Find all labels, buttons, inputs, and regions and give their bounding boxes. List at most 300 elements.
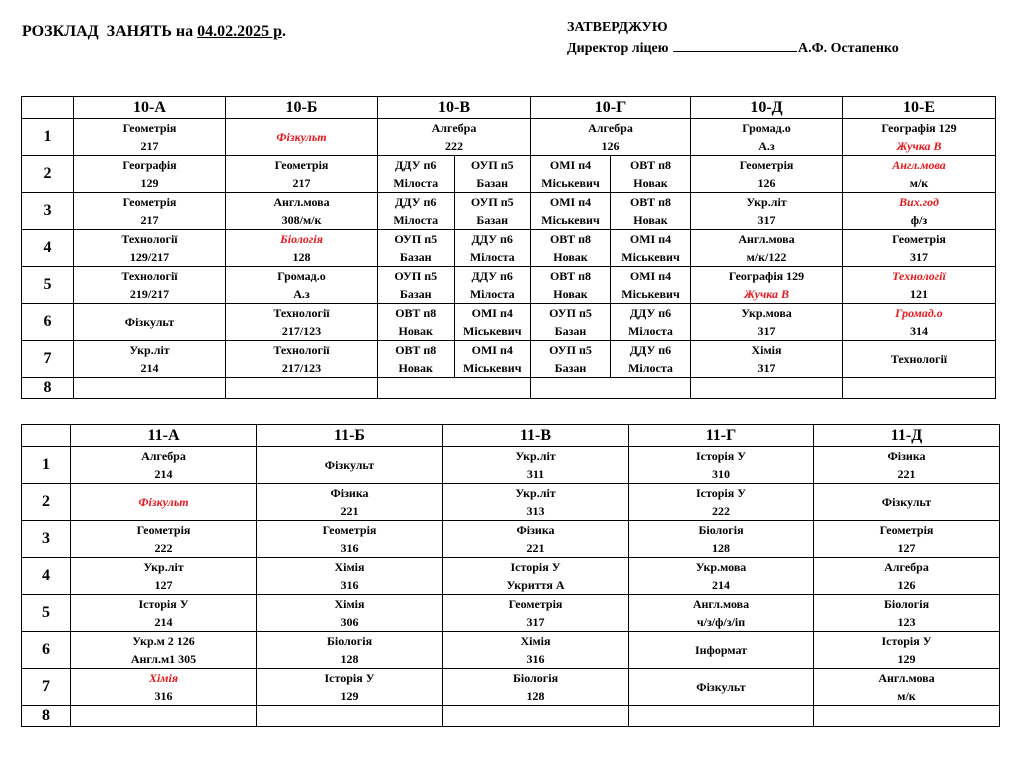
lesson-line: Укриття А	[506, 578, 565, 592]
lesson-number: 1	[22, 119, 74, 156]
lesson-number: 3	[22, 521, 71, 558]
lesson-line: ОВТ п8	[629, 195, 672, 209]
lesson-cell	[71, 484, 257, 521]
lesson-cell	[629, 484, 814, 521]
lesson-line: Фізика	[887, 449, 926, 463]
lesson-cell	[443, 595, 629, 632]
class-column-header: 10-В	[378, 97, 531, 119]
split-lesson-cell	[378, 193, 530, 229]
lesson-line: Англ.мова	[273, 195, 330, 209]
subgroup-lesson	[455, 156, 531, 192]
lesson-row	[22, 706, 1000, 727]
subgroup-lesson	[611, 304, 690, 340]
lesson-line: Інформат	[694, 643, 748, 657]
split-lesson-cell	[378, 341, 530, 377]
lesson-row	[22, 378, 996, 399]
lesson-line: 308/м/к	[281, 213, 322, 227]
lesson-line: 129	[340, 689, 359, 703]
lesson-row	[22, 193, 996, 230]
lesson-cell	[74, 230, 226, 267]
lesson-cell	[814, 447, 1000, 484]
lesson-cell	[843, 378, 996, 399]
lesson-cell	[814, 595, 1000, 632]
subgroup-lesson	[455, 341, 531, 377]
lesson-cell	[629, 595, 814, 632]
lesson-cell	[378, 378, 531, 399]
lesson-line: Технології	[890, 352, 948, 366]
approval-title: ЗАТВЕРДЖУЮ	[567, 20, 668, 35]
lesson-line: ОУП п5	[549, 343, 592, 357]
lesson-number: 2	[22, 484, 71, 521]
header-row	[22, 97, 996, 119]
lesson-line: 317	[910, 250, 928, 264]
lesson-line: 128	[292, 250, 311, 264]
lesson-line: 214	[154, 615, 173, 629]
lesson-line: Мілоста	[393, 176, 439, 190]
lesson-line: Технології	[273, 343, 330, 357]
split-lesson-cell	[378, 267, 530, 303]
lesson-cell	[691, 267, 843, 304]
lesson-line: ДДУ п6	[629, 343, 672, 357]
approval-role: Директор ліцею	[567, 41, 672, 56]
lesson-row	[22, 484, 1000, 521]
lesson-line: Фізика	[330, 486, 369, 500]
lesson-line: 126	[757, 176, 776, 190]
lesson-line: ОМІ п4	[549, 195, 592, 209]
lesson-line: Історія У	[324, 671, 375, 685]
lesson-cell	[226, 341, 378, 378]
schedule-date: 04.02.2025 р	[197, 23, 283, 40]
subgroup-lesson	[455, 267, 531, 303]
lesson-line: Громад.о	[895, 306, 943, 320]
subgroup-lesson	[378, 230, 455, 266]
lesson-cell	[443, 669, 629, 706]
lesson-cell	[843, 341, 996, 378]
lesson-cell	[843, 193, 996, 230]
lesson-line: 128	[712, 541, 730, 555]
title-prefix: РОЗКЛАД ЗАНЯТЬ на	[22, 23, 198, 40]
approval-name: А.Ф. Остапенко	[797, 41, 899, 56]
lesson-cell	[443, 447, 629, 484]
lesson-cell	[531, 267, 691, 304]
lesson-line: ОУП п5	[549, 306, 592, 320]
lesson-line: 310	[712, 467, 730, 481]
lesson-cell	[226, 378, 378, 399]
lesson-line: Жучка В	[743, 287, 790, 301]
lesson-line: Англ.мова	[738, 232, 795, 246]
lesson-cell	[71, 447, 257, 484]
lesson-line: 127	[897, 541, 916, 555]
split-lesson-cell	[531, 267, 690, 303]
lesson-line: 217	[140, 213, 159, 227]
approval-signature-line	[567, 38, 899, 59]
lesson-row	[22, 156, 996, 193]
lesson-line: м/к	[897, 689, 916, 703]
lesson-line: Жучка В	[896, 139, 942, 153]
lesson-line: Фізкульт	[276, 130, 327, 144]
lesson-cell	[691, 341, 843, 378]
subgroup-lesson	[531, 193, 611, 229]
lesson-number: 6	[22, 632, 71, 669]
lesson-row	[22, 119, 996, 156]
lesson-cell	[71, 632, 257, 669]
lesson-line: Укр.літ	[143, 560, 184, 574]
lesson-number: 3	[22, 193, 74, 230]
lesson-line: Фізкульт	[124, 315, 175, 329]
lesson-line: 221	[340, 504, 359, 518]
lesson-line: Новак	[553, 287, 588, 301]
lesson-row	[22, 669, 1000, 706]
lesson-line: Історія У	[881, 634, 932, 648]
lesson-number: 4	[22, 230, 74, 267]
subgroup-lesson	[455, 230, 531, 266]
lesson-line: 214	[712, 578, 730, 592]
lesson-line: ОВТ п8	[629, 158, 672, 172]
split-lesson-cell	[531, 341, 690, 377]
lesson-line: ОМІ п4	[471, 306, 513, 320]
subgroup-lesson	[531, 230, 611, 266]
lesson-cell	[843, 119, 996, 156]
lesson-line: ОВТ п8	[395, 343, 437, 357]
lesson-line: 222	[154, 541, 173, 555]
lesson-line: Географія	[122, 158, 177, 172]
lesson-line: Геометрія	[879, 523, 934, 537]
lesson-line: Громад.о	[277, 269, 326, 283]
lesson-line: ОУП п5	[470, 158, 514, 172]
subgroup-lesson	[378, 156, 455, 192]
class-column-header: 11-Д	[814, 425, 1000, 447]
subgroup-lesson	[378, 304, 455, 340]
lesson-line: 123	[897, 615, 916, 629]
lesson-line: Геометрія	[322, 523, 377, 537]
lesson-cell	[74, 304, 226, 341]
lesson-line: 217/123	[281, 361, 322, 375]
lesson-cell	[74, 119, 226, 156]
lesson-cell	[814, 632, 1000, 669]
lesson-cell	[226, 304, 378, 341]
lesson-line: 317	[757, 213, 776, 227]
class-column-header: 10-Д	[691, 97, 843, 119]
corner-cell	[22, 425, 71, 447]
lesson-line: Хімія	[148, 671, 179, 685]
subgroup-lesson	[455, 193, 531, 229]
lesson-line: Геометрія	[274, 158, 329, 172]
lesson-line: 219/217	[129, 287, 170, 301]
lesson-cell	[226, 193, 378, 230]
schedule-table-grade-10	[21, 96, 996, 399]
lesson-line: Біологія	[326, 634, 373, 648]
lesson-line: 129	[897, 652, 916, 666]
lesson-line: Хімія	[334, 560, 365, 574]
subgroup-lesson	[531, 341, 611, 377]
lesson-line: м/к	[909, 176, 929, 190]
lesson-line: Мілоста	[628, 324, 673, 338]
split-lesson-cell	[531, 193, 690, 229]
split-lesson-cell	[378, 304, 530, 340]
lesson-cell	[691, 119, 843, 156]
lesson-line: Міськевич	[541, 176, 600, 190]
lesson-cell	[257, 595, 443, 632]
lesson-line: 129	[140, 176, 159, 190]
lesson-line: Міськевич	[621, 250, 680, 264]
lesson-line: Міськевич	[541, 213, 600, 227]
subgroup-lesson	[378, 341, 455, 377]
lesson-line: Новак	[633, 213, 668, 227]
lesson-cell	[257, 669, 443, 706]
lesson-line: 222	[445, 139, 463, 153]
lesson-cell	[443, 558, 629, 595]
lesson-line: Біологія	[280, 232, 323, 246]
subgroup-lesson	[378, 193, 455, 229]
class-column-header: 11-А	[71, 425, 257, 447]
lesson-line: 317	[757, 324, 776, 338]
lesson-cell	[74, 193, 226, 230]
lesson-number: 8	[22, 378, 74, 399]
lesson-line: ф/з	[910, 213, 928, 227]
lesson-cell	[691, 156, 843, 193]
lesson-number: 1	[22, 447, 71, 484]
lesson-line: Алгебра	[141, 449, 186, 463]
lesson-cell	[531, 378, 691, 399]
lesson-line: А.з	[293, 287, 310, 301]
lesson-line: 126	[897, 578, 916, 592]
split-lesson-cell	[531, 230, 690, 266]
lesson-line: Міськевич	[463, 361, 522, 375]
lesson-row	[22, 558, 1000, 595]
split-lesson-cell	[378, 156, 530, 192]
lesson-cell	[629, 521, 814, 558]
lesson-line: ОВТ п8	[395, 306, 437, 320]
lesson-cell	[843, 267, 996, 304]
lesson-line: ОМІ п4	[549, 158, 592, 172]
lesson-line: м/к/122	[746, 250, 787, 264]
class-column-header: 10-Г	[531, 97, 691, 119]
lesson-line: Географія 129	[728, 269, 805, 283]
lesson-line: Алгебра	[884, 560, 929, 574]
lesson-cell	[257, 447, 443, 484]
lesson-line: ДДУ п6	[629, 306, 672, 320]
subgroup-lesson	[455, 304, 531, 340]
lesson-line: 217	[140, 139, 159, 153]
lesson-line: ОМІ п4	[629, 269, 672, 283]
lesson-line: Базан	[476, 213, 509, 227]
class-column-header: 11-Б	[257, 425, 443, 447]
lesson-cell	[74, 156, 226, 193]
lesson-line: ОВТ п8	[549, 269, 592, 283]
lesson-cell	[74, 378, 226, 399]
lesson-line: Біологія	[698, 523, 744, 537]
lesson-row	[22, 341, 996, 378]
lesson-line: 222	[712, 504, 730, 518]
lesson-line: Базан	[399, 250, 432, 264]
class-column-header: 10-Б	[226, 97, 378, 119]
lesson-number: 4	[22, 558, 71, 595]
lesson-cell	[226, 119, 378, 156]
lesson-cell	[443, 706, 629, 727]
lesson-line: 317	[526, 615, 545, 629]
lesson-row	[22, 230, 996, 267]
lesson-line: Базан	[399, 287, 432, 301]
lesson-line: Новак	[398, 361, 433, 375]
lesson-cell	[257, 706, 443, 727]
lesson-line: Укр.літ	[515, 486, 556, 500]
lesson-cell	[531, 156, 691, 193]
page-title	[22, 23, 286, 41]
lesson-line: А.з	[758, 139, 775, 153]
lesson-line: Історія У	[695, 486, 747, 500]
lesson-cell	[814, 521, 1000, 558]
lesson-line: 306	[340, 615, 359, 629]
lesson-cell	[226, 267, 378, 304]
lesson-line: Історія У	[138, 597, 189, 611]
lesson-cell	[257, 484, 443, 521]
lesson-line: Мілоста	[469, 250, 515, 264]
lesson-cell	[378, 119, 531, 156]
schedule-table-grade-11	[21, 424, 1000, 727]
lesson-line: ОВТ п8	[549, 232, 592, 246]
lesson-line: 316	[340, 578, 359, 592]
lesson-cell	[531, 341, 691, 378]
lesson-line: 311	[526, 467, 545, 481]
class-column-header: 10-Е	[843, 97, 996, 119]
lesson-cell	[443, 632, 629, 669]
lesson-line: Англ.м1 305	[130, 652, 197, 666]
lesson-cell	[843, 156, 996, 193]
lesson-line: Технології	[121, 232, 178, 246]
lesson-cell	[691, 378, 843, 399]
lesson-line: Біологія	[512, 671, 559, 685]
lesson-cell	[443, 521, 629, 558]
class-column-header: 11-Г	[629, 425, 814, 447]
lesson-line: 128	[526, 689, 545, 703]
lesson-line: Геометрія	[136, 523, 191, 537]
subgroup-lesson	[611, 341, 690, 377]
lesson-line: Укр.літ	[746, 195, 787, 209]
lesson-line: Укр.мова	[741, 306, 792, 320]
lesson-cell	[378, 267, 531, 304]
lesson-cell	[814, 558, 1000, 595]
lesson-line: Фізкульт	[696, 680, 746, 694]
lesson-line: 317	[757, 361, 776, 375]
lesson-line: Історія У	[695, 449, 747, 463]
subgroup-lesson	[611, 230, 690, 266]
subgroup-lesson	[611, 267, 690, 303]
lesson-line: Базан	[476, 176, 509, 190]
split-lesson-cell	[531, 304, 690, 340]
lesson-line: Англ.мова	[878, 671, 935, 685]
lesson-line: Геометрія	[122, 121, 177, 135]
lesson-line: 316	[154, 689, 173, 703]
lesson-line: 314	[910, 324, 928, 338]
lesson-line: 128	[340, 652, 359, 666]
lesson-line: 221	[897, 467, 916, 481]
lesson-line: Мілоста	[469, 287, 515, 301]
lesson-line: 217	[292, 176, 311, 190]
lesson-line: 214	[140, 361, 159, 375]
subgroup-lesson	[611, 156, 690, 192]
lesson-line: ДДУ п6	[395, 195, 437, 209]
lesson-cell	[814, 484, 1000, 521]
lesson-line: Фізика	[516, 523, 555, 537]
lesson-cell	[443, 484, 629, 521]
lesson-line: Хімія	[520, 634, 551, 648]
lesson-line: Мілоста	[628, 361, 673, 375]
lesson-line: Укр.літ	[129, 343, 170, 357]
lesson-row	[22, 447, 1000, 484]
lesson-cell	[691, 304, 843, 341]
lesson-line: Громад.о	[742, 121, 791, 135]
lesson-line: 313	[526, 504, 545, 518]
lesson-line: Міськевич	[463, 324, 522, 338]
lesson-line: Геометрія	[508, 597, 563, 611]
lesson-line: Географія 129	[881, 121, 957, 135]
lesson-line: 127	[154, 578, 173, 592]
lesson-line: ОУП п5	[394, 232, 438, 246]
lesson-line: Технології	[892, 269, 946, 283]
lesson-line: Мілоста	[393, 213, 439, 227]
lesson-line: Алгебра	[588, 121, 633, 135]
lesson-number: 6	[22, 304, 74, 341]
approval-block	[567, 17, 899, 59]
lesson-line: Технології	[273, 306, 330, 320]
subgroup-lesson	[531, 267, 611, 303]
lesson-cell	[814, 706, 1000, 727]
lesson-row	[22, 521, 1000, 558]
lesson-number: 8	[22, 706, 71, 727]
lesson-line: Укр.мова	[695, 560, 747, 574]
subgroup-lesson	[611, 193, 690, 229]
lesson-cell	[378, 156, 531, 193]
lesson-row	[22, 595, 1000, 632]
lesson-line: Історія У	[510, 560, 561, 574]
lesson-line: Вих.год	[899, 195, 939, 209]
lesson-line: Фізкульт	[138, 495, 189, 509]
lesson-cell	[257, 632, 443, 669]
lesson-line: Англ.мова	[892, 158, 946, 172]
lesson-cell	[71, 706, 257, 727]
lesson-line: Новак	[633, 176, 668, 190]
lesson-line: Біологія	[883, 597, 930, 611]
lesson-line: ч/з/ф/з/іп	[696, 615, 746, 629]
lesson-cell	[226, 230, 378, 267]
lesson-line: Базан	[554, 361, 587, 375]
lesson-cell	[378, 193, 531, 230]
lesson-cell	[691, 193, 843, 230]
lesson-line: Укр.літ	[515, 449, 556, 463]
lesson-line: ДДУ п6	[395, 158, 437, 172]
lesson-line: 221	[526, 541, 545, 555]
subgroup-lesson	[378, 267, 455, 303]
signature-underline	[673, 38, 797, 52]
lesson-line: 121	[910, 287, 928, 301]
lesson-line: Геометрія	[739, 158, 794, 172]
lesson-line: Геометрія	[122, 195, 177, 209]
lesson-line: Хімія	[334, 597, 365, 611]
lesson-row	[22, 632, 1000, 669]
lesson-cell	[71, 595, 257, 632]
split-lesson-cell	[531, 156, 690, 192]
lesson-number: 7	[22, 669, 71, 706]
subgroup-lesson	[531, 156, 611, 192]
class-column-header: 11-В	[443, 425, 629, 447]
lesson-row	[22, 304, 996, 341]
lesson-line: 129/217	[129, 250, 170, 264]
lesson-cell	[226, 156, 378, 193]
lesson-cell	[257, 558, 443, 595]
lesson-line: Базан	[554, 324, 587, 338]
lesson-cell	[814, 669, 1000, 706]
corner-cell	[22, 97, 74, 119]
